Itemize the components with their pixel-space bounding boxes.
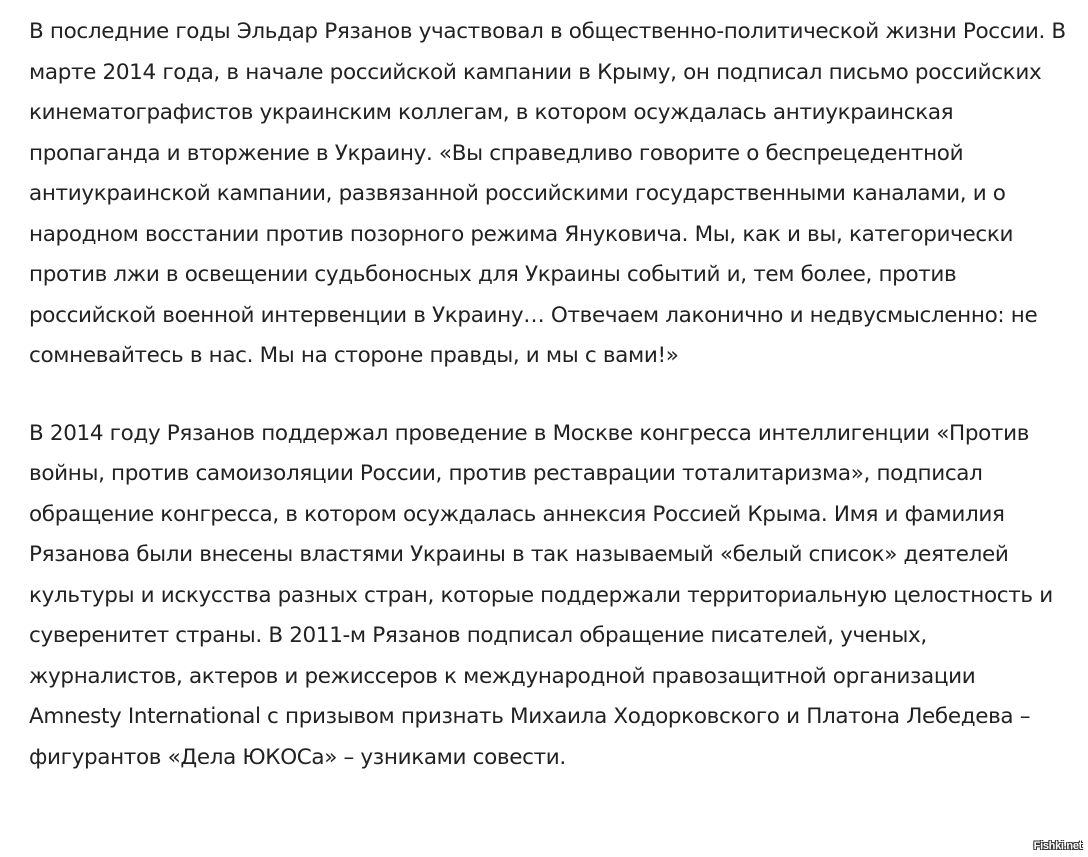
- paragraph-1: В последние годы Эльдар Рязанов участвовал в общественно-политической жизни России. В марте 2014 года, в начале российской кампании в Крыму, он подписал письмо российских кинематографистов украинским коллегам, в котором осуждалась антиукраинская пропаганда и вторжение в Украину. «Вы справедливо говорите о беспрецедентной антиукраинской кампании, развязанной российскими государственными каналами, и о народном восстании против позорного режима Януковича. Мы, как и вы, категорически против лжи в освещении судьбоносных для Украины событий и, тем более, против российской военной интервенции в Украину… Отвечаем лаконично и недвусмысленно: не сомневайтесь в нас. Мы на стороне правды, и мы с вами!»: [29, 19, 1066, 368]
- site-watermark: Fishki.net: [1033, 840, 1082, 852]
- paragraph-2: В 2014 году Рязанов поддержал проведение в Москве конгресса интеллигенции «Против войны, против самоизоляции России, против реставрации тоталитаризма», подписал обращение конгресса, в котором осуждалась аннексия Россией Крыма. Имя и фамилия Рязанова были внесены властями Украины в так называемый «белый список» деятелей культуры и искусства разных стран, которые поддержали территориальную целостность и суверенитет страны. В 2011-м Рязанов подписал обращение писателей, ученых, журналистов, актеров и режиссеров к международной правозащитной организации Amnesty International с призывом признать Михаила Ходорковского и Платона Лебедева – фигурантов «Дела ЮКОСа» – узниками совести.: [29, 420, 1053, 770]
- article-body: [29, 12, 1069, 778]
